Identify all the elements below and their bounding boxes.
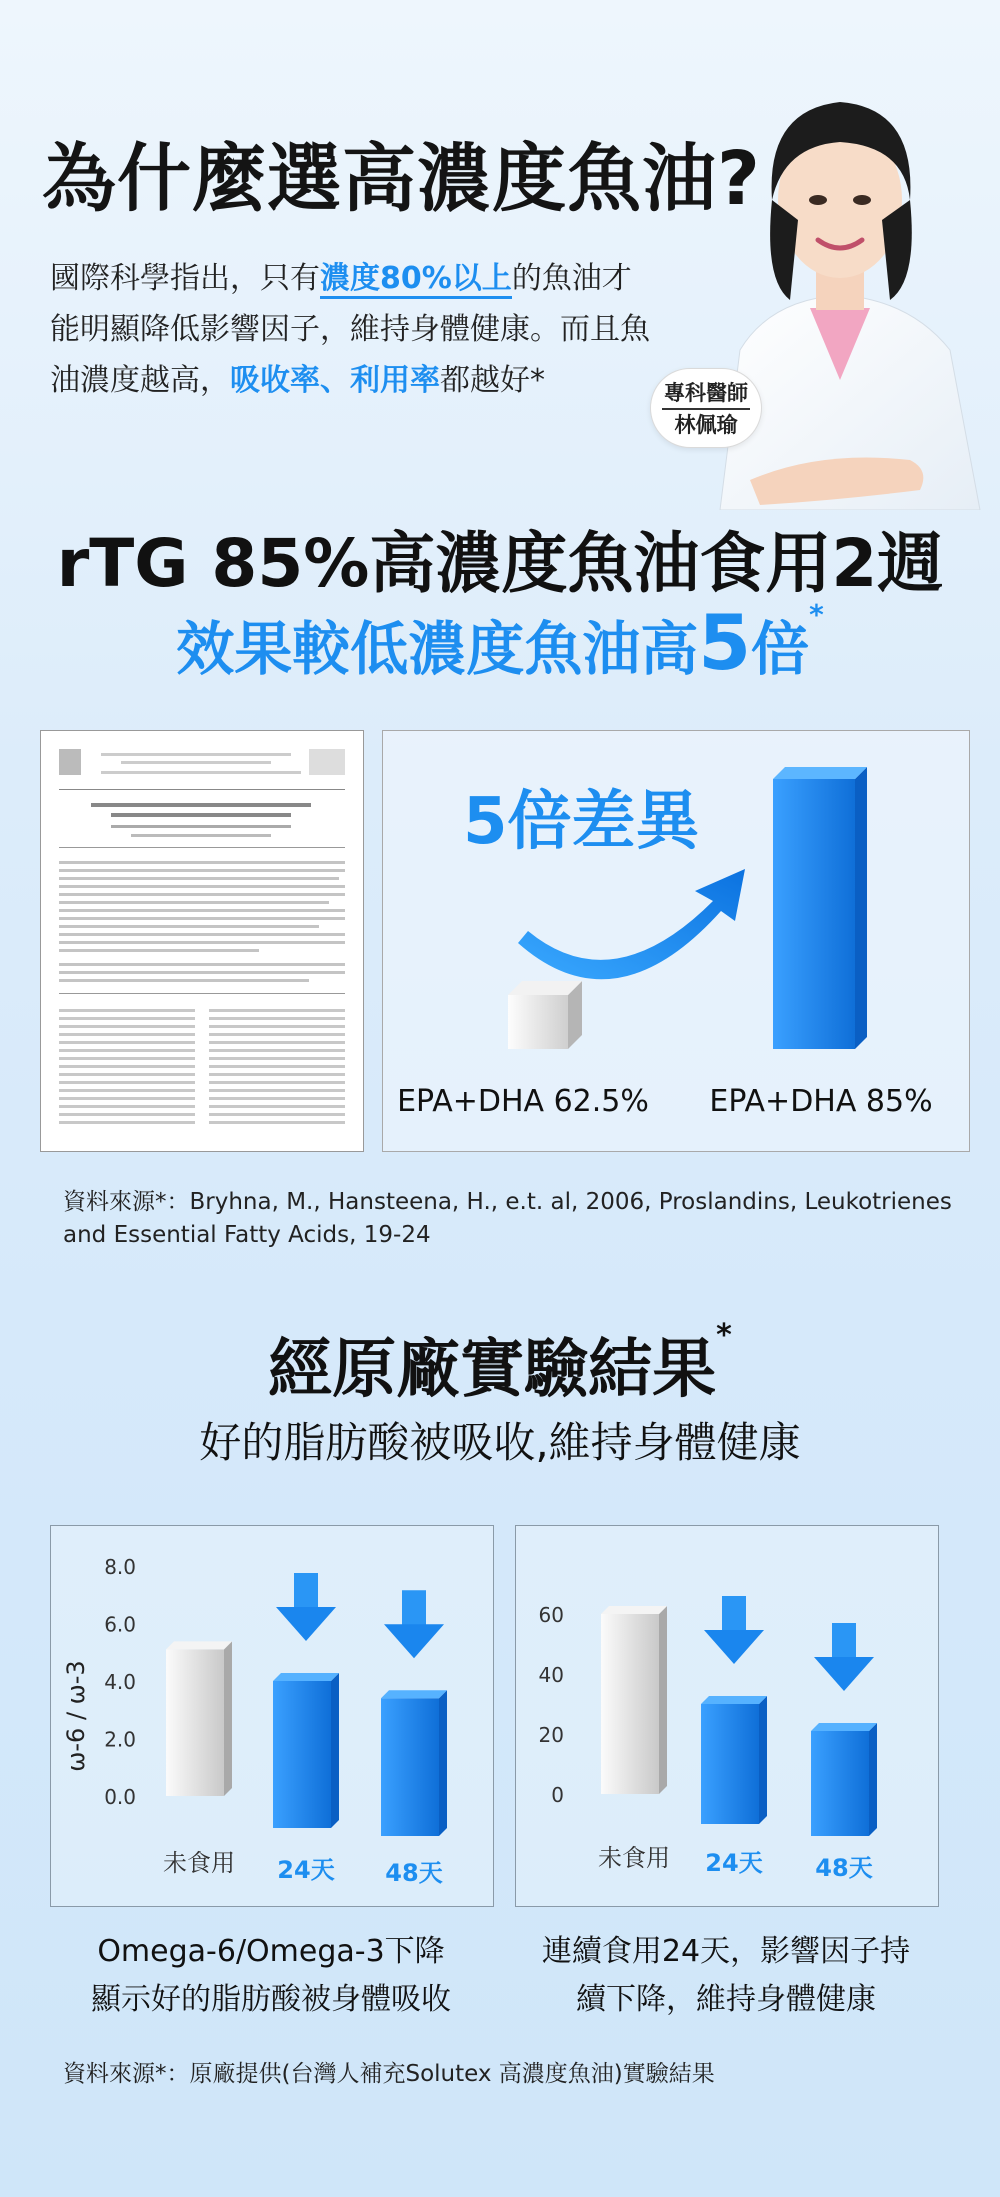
chart1-label-low: EPA+DHA 62.5% (397, 1084, 649, 1119)
chart3-category-label: 48天 (815, 1854, 873, 1882)
doctor-role: 專科醫師 (662, 378, 750, 410)
chart-omega-ratio (50, 1525, 494, 1907)
chart3-down-arrow-icon (814, 1623, 874, 1691)
chart2-ytick: 0.0 (104, 1785, 136, 1809)
chart1-growth-arrow (518, 869, 745, 979)
chart3-bar-2 (811, 1723, 877, 1836)
chart1-label-high: EPA+DHA 85% (709, 1084, 933, 1119)
chart3-category-label: 未食用 (598, 1844, 670, 1872)
intro-highlight-concentration: 濃度80%以上 (320, 261, 512, 299)
headline-line2 (0, 598, 1000, 687)
chart3-ytick: 40 (538, 1663, 564, 1687)
chart-concentration-svg (383, 731, 969, 1151)
chart1-title: 5倍差異 (463, 785, 700, 859)
chart2-bar-2 (381, 1690, 447, 1836)
chart2-down-arrow-icon (276, 1573, 336, 1641)
chart2-ytick: 4.0 (104, 1670, 136, 1694)
source-citation-1: 資料來源*：Bryhna, M., Hansteena, H., e.t. al, 2006, Proslandins, Leukotrienes and Essential Fatty Acids, 19-24 (63, 1189, 952, 1248)
research-paper-thumbnail (40, 730, 364, 1152)
chart2-ylabel: ω-6 / ω-3 (62, 1660, 90, 1772)
caption-left-line1: Omega-6/Omega-3下降 (97, 1934, 445, 1969)
section2-title (0, 1318, 1000, 1410)
chart2-bar-1 (273, 1673, 339, 1828)
chart2-bar-0 (166, 1641, 232, 1796)
chart3-ytick: 0 (551, 1783, 564, 1807)
section2-subtitle: 好的脂肪酸被吸收,維持身體健康 (199, 1418, 801, 1467)
chart1-bar-1 (773, 767, 867, 1049)
chart2-category-label: 未食用 (163, 1849, 235, 1877)
chart2-ytick: 6.0 (104, 1612, 136, 1637)
chart1-bar-0 (508, 981, 582, 1049)
chart-impact-factor-svg (516, 1526, 938, 1906)
chart2-ytick: 2.0 (104, 1727, 136, 1752)
chart2-category-label: 24天 (277, 1856, 335, 1884)
intro-text-3: 都越好* (440, 363, 545, 398)
chart-impact-factor (515, 1525, 939, 1907)
section2-title-star: * (716, 1318, 732, 1353)
hero-title: 為什麼選高濃度魚油? (42, 136, 761, 222)
doctor-name: 林佩瑜 (674, 413, 738, 437)
chart3-ytick: 20 (538, 1723, 564, 1747)
intro-text (50, 253, 650, 406)
intro-text-2: 的魚油才能明顯降低影響因子，維持身體健康。而且魚油濃度越高， (50, 261, 650, 398)
chart2-ytick: 8.0 (104, 1555, 136, 1579)
chart3-bar-0 (601, 1606, 667, 1794)
caption-left (50, 1928, 492, 2024)
chart-omega-ratio-svg (51, 1526, 493, 1906)
doctor-badge (650, 368, 762, 448)
chart3-down-arrow-icon (704, 1596, 764, 1664)
intro-text-1: 國際科學指出，只有 (50, 261, 320, 296)
chart3-ytick: 60 (538, 1603, 564, 1627)
source-citation-2: 資料來源*：原廠提供(台灣人補充Solutex 高濃度魚油)實驗結果 (63, 2061, 715, 2087)
caption-left-line2: 顯示好的脂肪酸被身體吸收 (91, 1982, 451, 2017)
caption-right-line2: 續下降，維持身體健康 (576, 1982, 876, 2017)
chart-concentration-comparison (382, 730, 970, 1152)
caption-right (515, 1928, 937, 2024)
headline-line2-pre: 效果較低濃度魚油高 (176, 615, 699, 683)
caption-right-line1: 連續食用24天，影響因子持 (541, 1934, 911, 1969)
headline-line2-post: 倍 (751, 615, 810, 683)
headline-line2-num: 5 (698, 598, 752, 687)
chart2-down-arrow-icon (384, 1590, 444, 1658)
chart3-category-label: 24天 (705, 1849, 763, 1877)
headline-line1: rTG 85%高濃度魚油食用2週 (56, 525, 944, 602)
headline-line2-star: * (809, 598, 824, 631)
section2-title-text: 經原廠實驗結果 (268, 1333, 717, 1407)
chart3-bar-1 (701, 1696, 767, 1824)
chart2-category-label: 48天 (385, 1859, 443, 1887)
intro-highlight-absorption: 吸收率、利用率 (230, 363, 440, 398)
